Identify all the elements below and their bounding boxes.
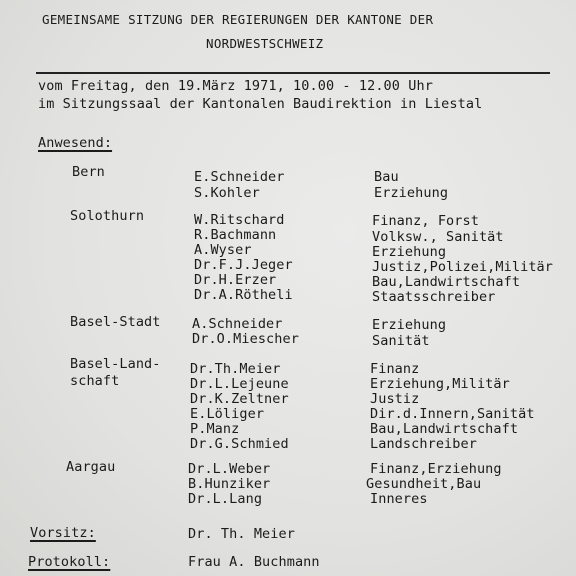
attendance-heading: Anwesend: bbox=[38, 135, 113, 151]
title-divider bbox=[36, 72, 550, 74]
member-department: Staatsschreiber bbox=[372, 289, 496, 305]
member-name: P.Manz bbox=[190, 421, 240, 437]
member-department: Gesundheit,Bau bbox=[366, 476, 482, 492]
member-name: Dr.L.Lang bbox=[188, 491, 263, 507]
member-department: Inneres bbox=[370, 491, 428, 507]
member-department: Bau,Landwirtschaft bbox=[372, 274, 521, 290]
document-title-line1: GEMEINSAME SITZUNG DER REGIERUNGEN DER KANTONE DER bbox=[42, 12, 434, 27]
member-department: Landschreiber bbox=[370, 436, 477, 452]
member-name: R.Bachmann bbox=[194, 227, 277, 243]
chair-label: Vorsitz: bbox=[30, 525, 96, 541]
member-name: E.Löliger bbox=[190, 406, 265, 422]
member-department: Justiz,Polizei,Militär bbox=[372, 259, 554, 275]
canton-name-continued: schaft bbox=[70, 373, 120, 389]
member-name: Dr.G.Schmied bbox=[190, 436, 289, 452]
minutes-value: Frau A. Buchmann bbox=[188, 554, 320, 570]
member-department: Erziehung bbox=[372, 317, 447, 333]
canton-name: Aargau bbox=[66, 459, 116, 475]
member-name: W.Ritschard bbox=[194, 212, 285, 228]
member-department: Finanz, Forst bbox=[372, 213, 479, 229]
meeting-date-line: vom Freitag, den 19.März 1971, 10.00 - 12.00 Uhr bbox=[38, 78, 433, 94]
member-department: Sanität bbox=[372, 333, 430, 349]
member-department: Bau bbox=[374, 169, 399, 185]
document-title-line2: NORDWESTSCHWEIZ bbox=[206, 36, 324, 51]
canton-name: Basel-Stadt bbox=[70, 314, 161, 330]
member-department: Finanz,Erziehung bbox=[370, 461, 502, 477]
member-department: Bau,Landwirtschaft bbox=[370, 421, 519, 437]
member-department: Finanz bbox=[370, 361, 420, 377]
member-name: S.Kohler bbox=[194, 185, 260, 201]
minutes-label: Protokoll: bbox=[28, 554, 111, 570]
member-name: E.Schneider bbox=[194, 169, 285, 185]
member-name: A.Schneider bbox=[192, 316, 283, 332]
member-department: Erziehung,Militär bbox=[370, 376, 510, 392]
canton-name: Basel-Land- bbox=[70, 356, 161, 372]
meeting-place-line: im Sitzungssaal der Kantonalen Baudirektion in Liestal bbox=[38, 96, 483, 112]
member-department: Erziehung bbox=[372, 244, 447, 260]
canton-name: Solothurn bbox=[70, 208, 145, 224]
member-department: Justiz bbox=[370, 391, 420, 407]
member-department: Erziehung bbox=[374, 185, 449, 201]
member-name: B.Hunziker bbox=[188, 476, 271, 492]
member-name: Dr.F.J.Jeger bbox=[194, 257, 293, 273]
chair-value: Dr. Th. Meier bbox=[188, 526, 295, 542]
member-name: Dr.Th.Meier bbox=[190, 361, 281, 377]
member-name: Dr.L.Lejeune bbox=[190, 376, 289, 392]
member-name: Dr.H.Erzer bbox=[194, 272, 277, 288]
member-name: Dr.L.Weber bbox=[188, 461, 271, 477]
member-name: Dr.A.Rötheli bbox=[194, 287, 293, 303]
member-name: Dr.O.Miescher bbox=[192, 331, 299, 347]
canton-name: Bern bbox=[72, 164, 105, 180]
member-department: Volksw., Sanität bbox=[372, 229, 504, 245]
member-name: Dr.K.Zeltner bbox=[190, 391, 289, 407]
member-department: Dir.d.Innern,Sanität bbox=[370, 406, 535, 422]
member-name: A.Wyser bbox=[194, 242, 252, 258]
